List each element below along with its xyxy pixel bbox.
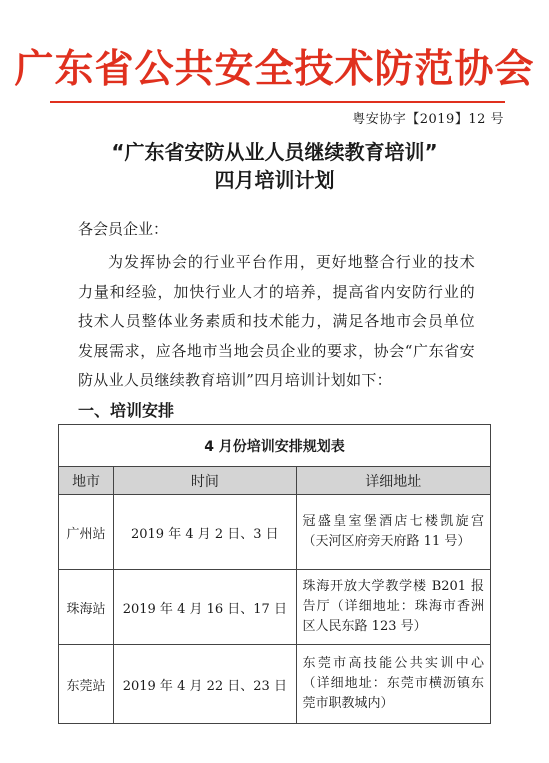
training-schedule-table bbox=[58, 424, 491, 724]
column-header-address: 详细地址 bbox=[296, 467, 490, 495]
cell-address: 冠盛皇室堡酒店七楼凯旋宫（天河区府旁天府路 11 号） bbox=[296, 495, 490, 570]
section-heading: 一、培训安排 bbox=[78, 401, 175, 420]
table-row bbox=[59, 645, 491, 724]
organization-header: 广东省公共安全技术防范协会 bbox=[14, 47, 535, 92]
cell-city: 珠海站 bbox=[59, 570, 114, 645]
document-number: 粤安协字【2019】12 号 bbox=[352, 112, 504, 127]
body-paragraph: 为发挥协会的行业平台作用，更好地整合行业的技术力量和经验，加快行业人才的培养，提高省内安防行业的技术人员整体业务素质和技术能力，满足各地市会员单位发展需求，应各地市当地会员企业的要求，协会“广东省安防从业人员继续教育培训”四月培训计划如下： bbox=[78, 253, 475, 389]
table-row bbox=[59, 495, 491, 570]
cell-address: 东莞市高技能公共实训中心（详细地址：东莞市横沥镇东莞市职教城内） bbox=[296, 645, 490, 724]
cell-city: 东莞站 bbox=[59, 645, 114, 724]
cell-time: 2019 年 4 月 2 日、3 日 bbox=[114, 495, 296, 570]
cell-address: 珠海开放大学教学楼 B201 报告厅（详细地址：珠海市香洲区人民东路 123 号） bbox=[296, 570, 490, 645]
cell-time: 2019 年 4 月 22 日、23 日 bbox=[114, 645, 296, 724]
header-divider bbox=[50, 101, 505, 103]
column-header-time: 时间 bbox=[114, 467, 296, 495]
salutation: 各会员企业： bbox=[78, 220, 169, 238]
document-title-line1: “广东省安防从业人员继续教育培训” bbox=[111, 140, 438, 164]
table-row bbox=[59, 570, 491, 645]
document-title-line2: 四月培训计划 bbox=[214, 168, 335, 192]
column-header-city: 地市 bbox=[59, 467, 114, 495]
cell-time: 2019 年 4 月 16 日、17 日 bbox=[114, 570, 296, 645]
cell-city: 广州站 bbox=[59, 495, 114, 570]
table-caption: 4 月份培训安排规划表 bbox=[59, 425, 491, 467]
table-caption-row bbox=[59, 425, 491, 467]
table-header-row bbox=[59, 467, 491, 495]
